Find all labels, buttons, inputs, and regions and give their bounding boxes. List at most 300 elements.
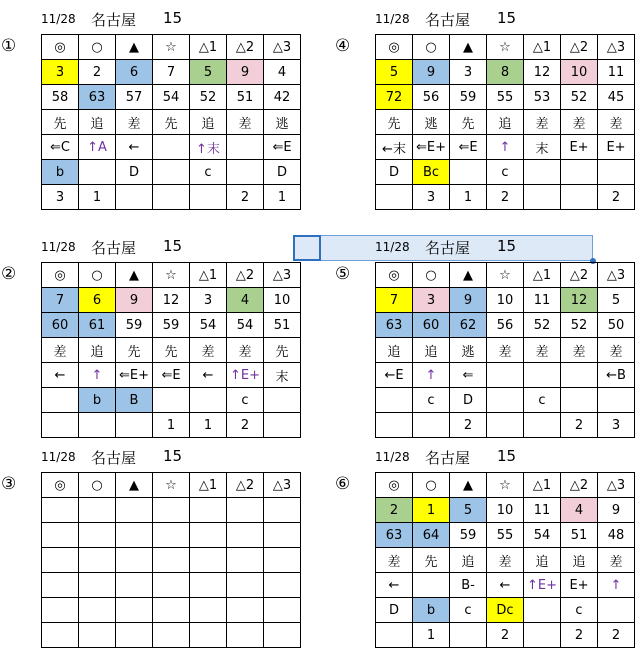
column-header[interactable]: △3 bbox=[264, 263, 301, 288]
grid-cell[interactable]: ⇐C bbox=[42, 135, 79, 160]
grid-cell[interactable]: 52 bbox=[561, 85, 598, 110]
grid-cell[interactable] bbox=[561, 185, 598, 210]
grid-cell[interactable]: B bbox=[116, 388, 153, 413]
grid-cell[interactable] bbox=[598, 160, 635, 185]
grid-cell[interactable]: D bbox=[264, 160, 301, 185]
grid-cell[interactable] bbox=[153, 498, 190, 523]
grid-cell[interactable]: 60 bbox=[413, 313, 450, 338]
grid-cell[interactable] bbox=[227, 573, 264, 598]
column-header[interactable]: △1 bbox=[524, 35, 561, 60]
grid-cell[interactable]: 9 bbox=[598, 498, 635, 523]
grid-cell[interactable]: 3 bbox=[42, 185, 79, 210]
grid-cell[interactable]: 63 bbox=[376, 313, 413, 338]
grid-cell[interactable]: 5 bbox=[190, 60, 227, 85]
grid-cell[interactable]: 72 bbox=[376, 85, 413, 110]
grid-cell[interactable]: 差 bbox=[487, 548, 524, 573]
grid-cell[interactable]: 3 bbox=[42, 60, 79, 85]
grid-cell[interactable]: 追 bbox=[79, 338, 116, 363]
column-header[interactable]: △3 bbox=[598, 473, 635, 498]
grid-cell[interactable]: 差 bbox=[376, 548, 413, 573]
column-header[interactable]: ◎ bbox=[376, 35, 413, 60]
grid-cell[interactable]: D bbox=[116, 160, 153, 185]
grid-cell[interactable]: D bbox=[376, 160, 413, 185]
column-header[interactable]: △1 bbox=[524, 263, 561, 288]
column-header[interactable]: △3 bbox=[598, 263, 635, 288]
grid-cell[interactable]: 差 bbox=[524, 338, 561, 363]
column-header[interactable]: ○ bbox=[413, 35, 450, 60]
grid-cell[interactable] bbox=[227, 135, 264, 160]
grid-cell[interactable]: ⇐E+ bbox=[413, 135, 450, 160]
grid-cell[interactable]: 差 bbox=[190, 338, 227, 363]
column-header[interactable]: ☆ bbox=[487, 473, 524, 498]
grid-cell[interactable]: 7 bbox=[376, 288, 413, 313]
grid-cell[interactable]: 10 bbox=[561, 60, 598, 85]
grid-cell[interactable]: ⇐E bbox=[264, 135, 301, 160]
grid-cell[interactable] bbox=[79, 523, 116, 548]
grid-cell[interactable]: 11 bbox=[524, 498, 561, 523]
grid-cell[interactable]: 追 bbox=[524, 548, 561, 573]
grid-cell[interactable] bbox=[190, 573, 227, 598]
grid-cell[interactable] bbox=[264, 388, 301, 413]
grid-cell[interactable] bbox=[524, 160, 561, 185]
grid-cell[interactable] bbox=[79, 623, 116, 648]
grid-cell[interactable]: 11 bbox=[598, 60, 635, 85]
grid-cell[interactable] bbox=[190, 598, 227, 623]
grid-cell[interactable]: 1 bbox=[413, 623, 450, 648]
column-header[interactable]: ○ bbox=[79, 263, 116, 288]
column-header[interactable]: ◎ bbox=[42, 473, 79, 498]
grid-cell[interactable] bbox=[79, 548, 116, 573]
grid-cell[interactable]: ← bbox=[487, 573, 524, 598]
grid-cell[interactable] bbox=[227, 160, 264, 185]
grid-cell[interactable]: 4 bbox=[264, 60, 301, 85]
grid-cell[interactable]: 2 bbox=[487, 623, 524, 648]
grid-cell[interactable]: 55 bbox=[487, 523, 524, 548]
grid-cell[interactable]: 2 bbox=[79, 60, 116, 85]
grid-cell[interactable]: 8 bbox=[487, 60, 524, 85]
grid-cell[interactable] bbox=[79, 498, 116, 523]
grid-cell[interactable]: 12 bbox=[153, 288, 190, 313]
column-header[interactable]: △1 bbox=[524, 473, 561, 498]
grid-cell[interactable]: ↑A bbox=[79, 135, 116, 160]
grid-cell[interactable] bbox=[264, 598, 301, 623]
grid-cell[interactable]: 51 bbox=[561, 523, 598, 548]
grid-cell[interactable] bbox=[153, 388, 190, 413]
grid-cell[interactable] bbox=[524, 623, 561, 648]
grid-cell[interactable]: 1 bbox=[153, 413, 190, 438]
grid-cell[interactable] bbox=[190, 523, 227, 548]
grid-cell[interactable] bbox=[42, 498, 79, 523]
grid-cell[interactable]: 52 bbox=[190, 85, 227, 110]
grid-cell[interactable]: 52 bbox=[561, 313, 598, 338]
grid-cell[interactable]: 差 bbox=[227, 338, 264, 363]
race-number: 15 bbox=[163, 237, 183, 255]
grid-cell[interactable]: 11 bbox=[524, 288, 561, 313]
grid-cell[interactable] bbox=[561, 388, 598, 413]
grid-cell[interactable] bbox=[487, 363, 524, 388]
grid-cell[interactable] bbox=[190, 185, 227, 210]
grid-cell[interactable]: ⇐ bbox=[450, 363, 487, 388]
column-header[interactable]: △1 bbox=[190, 35, 227, 60]
grid-cell[interactable]: 51 bbox=[264, 313, 301, 338]
column-header[interactable]: ☆ bbox=[153, 473, 190, 498]
column-header[interactable]: △1 bbox=[190, 263, 227, 288]
column-header[interactable]: ☆ bbox=[487, 263, 524, 288]
grid-cell[interactable]: E+ bbox=[561, 135, 598, 160]
grid-cell[interactable]: 末 bbox=[524, 135, 561, 160]
grid-cell[interactable] bbox=[376, 413, 413, 438]
grid-cell[interactable]: ⇐E bbox=[153, 363, 190, 388]
grid-cell[interactable] bbox=[116, 523, 153, 548]
column-header[interactable]: ○ bbox=[413, 473, 450, 498]
grid-cell[interactable]: b bbox=[42, 160, 79, 185]
grid-cell[interactable] bbox=[42, 388, 79, 413]
grid-cell[interactable]: D bbox=[450, 388, 487, 413]
grid-cell[interactable] bbox=[153, 623, 190, 648]
column-header[interactable]: △1 bbox=[190, 473, 227, 498]
grid-cell[interactable]: 逃 bbox=[450, 338, 487, 363]
grid-cell[interactable] bbox=[153, 598, 190, 623]
grid-cell[interactable] bbox=[524, 363, 561, 388]
grid-cell[interactable]: ↑E+ bbox=[524, 573, 561, 598]
grid-cell[interactable]: 59 bbox=[153, 313, 190, 338]
grid-cell[interactable]: 差 bbox=[524, 110, 561, 135]
grid-cell[interactable]: 2 bbox=[450, 413, 487, 438]
grid-cell[interactable] bbox=[413, 573, 450, 598]
grid-cell[interactable]: 60 bbox=[42, 313, 79, 338]
grid-cell[interactable]: 64 bbox=[413, 523, 450, 548]
grid-cell[interactable]: 54 bbox=[524, 523, 561, 548]
grid-cell[interactable]: c bbox=[413, 388, 450, 413]
grid-cell[interactable]: c bbox=[450, 598, 487, 623]
grid-cell[interactable] bbox=[79, 160, 116, 185]
grid-cell[interactable]: 62 bbox=[450, 313, 487, 338]
grid-cell[interactable]: 2 bbox=[598, 623, 635, 648]
grid-cell[interactable]: 51 bbox=[227, 85, 264, 110]
column-header[interactable]: ▲ bbox=[450, 35, 487, 60]
grid-cell[interactable]: 2 bbox=[376, 498, 413, 523]
grid-cell[interactable]: 50 bbox=[598, 313, 635, 338]
grid-cell[interactable] bbox=[116, 548, 153, 573]
grid-cell[interactable]: 3 bbox=[413, 288, 450, 313]
grid-cell[interactable]: 先 bbox=[42, 110, 79, 135]
grid-cell[interactable] bbox=[42, 598, 79, 623]
grid-cell[interactable] bbox=[79, 573, 116, 598]
grid-cell[interactable] bbox=[116, 598, 153, 623]
grid-cell[interactable] bbox=[227, 548, 264, 573]
grid-cell[interactable]: 6 bbox=[79, 288, 116, 313]
grid-cell[interactable]: 10 bbox=[264, 288, 301, 313]
grid-cell[interactable]: 53 bbox=[524, 85, 561, 110]
grid-cell[interactable] bbox=[561, 160, 598, 185]
grid-cell[interactable]: 3 bbox=[450, 60, 487, 85]
grid-cell[interactable]: 12 bbox=[524, 60, 561, 85]
grid-cell[interactable]: 2 bbox=[487, 185, 524, 210]
grid-cell[interactable]: b bbox=[79, 388, 116, 413]
grid-cell[interactable]: 先 bbox=[153, 338, 190, 363]
grid-cell[interactable] bbox=[561, 363, 598, 388]
column-header[interactable]: ◎ bbox=[42, 35, 79, 60]
grid-cell[interactable]: 63 bbox=[376, 523, 413, 548]
grid-cell[interactable]: 差 bbox=[116, 110, 153, 135]
grid-cell[interactable] bbox=[598, 598, 635, 623]
grid-cell[interactable]: 57 bbox=[116, 85, 153, 110]
grid-cell[interactable]: ↑ bbox=[598, 573, 635, 598]
grid-cell[interactable]: ← bbox=[190, 363, 227, 388]
grid-cell[interactable]: 5 bbox=[376, 60, 413, 85]
grid-cell[interactable]: 54 bbox=[227, 313, 264, 338]
grid-cell[interactable] bbox=[153, 573, 190, 598]
grid-cell[interactable]: ⇐E+ bbox=[116, 363, 153, 388]
grid-cell[interactable]: 差 bbox=[561, 338, 598, 363]
column-header[interactable]: ▲ bbox=[450, 263, 487, 288]
grid-cell[interactable] bbox=[487, 413, 524, 438]
grid-cell[interactable]: 追 bbox=[413, 338, 450, 363]
grid-cell[interactable] bbox=[42, 523, 79, 548]
race-venue: 名古屋 bbox=[425, 449, 471, 467]
grid-cell[interactable]: 逃 bbox=[413, 110, 450, 135]
column-header[interactable]: ▲ bbox=[116, 473, 153, 498]
grid-cell[interactable]: c bbox=[524, 388, 561, 413]
grid-cell[interactable]: E+ bbox=[598, 135, 635, 160]
grid-cell[interactable] bbox=[264, 498, 301, 523]
column-header[interactable]: △3 bbox=[264, 35, 301, 60]
column-header[interactable]: ◎ bbox=[376, 263, 413, 288]
grid-cell[interactable] bbox=[190, 498, 227, 523]
grid-cell[interactable]: 3 bbox=[598, 413, 635, 438]
grid-cell[interactable] bbox=[79, 413, 116, 438]
grid-cell[interactable]: 2 bbox=[227, 185, 264, 210]
column-header[interactable]: ☆ bbox=[153, 35, 190, 60]
column-header[interactable]: ▲ bbox=[116, 263, 153, 288]
grid-cell[interactable]: 1 bbox=[79, 185, 116, 210]
grid-cell[interactable] bbox=[227, 623, 264, 648]
column-header[interactable]: △2 bbox=[561, 35, 598, 60]
column-header[interactable]: ▲ bbox=[116, 35, 153, 60]
grid-cell[interactable]: 差 bbox=[42, 338, 79, 363]
grid-cell[interactable] bbox=[42, 413, 79, 438]
grid-cell[interactable] bbox=[42, 548, 79, 573]
grid-cell[interactable] bbox=[487, 388, 524, 413]
grid-cell[interactable]: 1 bbox=[450, 185, 487, 210]
grid-cell[interactable] bbox=[264, 413, 301, 438]
grid-cell[interactable]: 7 bbox=[153, 60, 190, 85]
grid-cell[interactable]: 48 bbox=[598, 523, 635, 548]
grid-cell[interactable]: 追 bbox=[79, 110, 116, 135]
grid-cell[interactable]: ↑ bbox=[79, 363, 116, 388]
grid-cell[interactable]: 追 bbox=[376, 338, 413, 363]
column-header[interactable]: △3 bbox=[264, 473, 301, 498]
grid-cell[interactable] bbox=[227, 498, 264, 523]
grid-cell[interactable] bbox=[116, 498, 153, 523]
grid-cell[interactable]: Dc bbox=[487, 598, 524, 623]
grid-cell[interactable]: Bc bbox=[413, 160, 450, 185]
grid-cell[interactable]: 9 bbox=[227, 60, 264, 85]
grid-cell[interactable]: b bbox=[413, 598, 450, 623]
grid-cell[interactable] bbox=[264, 623, 301, 648]
grid-cell[interactable] bbox=[190, 548, 227, 573]
grid-cell[interactable]: 差 bbox=[487, 338, 524, 363]
grid-cell[interactable] bbox=[153, 548, 190, 573]
grid-cell[interactable]: ←末 bbox=[376, 135, 413, 160]
grid-cell[interactable]: 55 bbox=[487, 85, 524, 110]
grid-cell[interactable]: 6 bbox=[116, 60, 153, 85]
grid-cell[interactable] bbox=[376, 623, 413, 648]
grid-cell[interactable]: 差 bbox=[598, 110, 635, 135]
column-header[interactable]: △2 bbox=[561, 473, 598, 498]
grid-cell[interactable] bbox=[524, 413, 561, 438]
grid-cell[interactable] bbox=[264, 548, 301, 573]
grid-cell[interactable]: 9 bbox=[413, 60, 450, 85]
column-header[interactable]: ☆ bbox=[153, 263, 190, 288]
grid-cell[interactable]: c bbox=[561, 598, 598, 623]
grid-cell[interactable]: 差 bbox=[598, 338, 635, 363]
grid-cell[interactable]: c bbox=[487, 160, 524, 185]
grid-cell[interactable]: 5 bbox=[598, 288, 635, 313]
grid-cell[interactable]: 63 bbox=[79, 85, 116, 110]
grid-cell[interactable]: 5 bbox=[450, 498, 487, 523]
grid-cell[interactable]: 1 bbox=[190, 413, 227, 438]
grid-cell[interactable]: 1 bbox=[413, 498, 450, 523]
grid-cell[interactable]: E+ bbox=[561, 573, 598, 598]
grid-cell[interactable]: 先 bbox=[264, 338, 301, 363]
grid-cell[interactable]: 差 bbox=[598, 548, 635, 573]
grid-cell[interactable]: B- bbox=[450, 573, 487, 598]
grid-cell[interactable]: 12 bbox=[561, 288, 598, 313]
grid-cell[interactable] bbox=[153, 185, 190, 210]
grid-cell[interactable]: 3 bbox=[190, 288, 227, 313]
grid-cell[interactable] bbox=[79, 598, 116, 623]
column-header[interactable]: ○ bbox=[413, 263, 450, 288]
grid-cell[interactable]: 10 bbox=[487, 288, 524, 313]
grid-cell[interactable]: c bbox=[227, 388, 264, 413]
grid-cell[interactable]: 差 bbox=[227, 110, 264, 135]
grid-cell[interactable]: ↑ bbox=[487, 135, 524, 160]
grid-cell[interactable] bbox=[153, 523, 190, 548]
grid-cell[interactable]: 4 bbox=[227, 288, 264, 313]
active-cell[interactable] bbox=[293, 235, 321, 261]
grid-cell[interactable] bbox=[264, 523, 301, 548]
grid-cell[interactable] bbox=[42, 623, 79, 648]
grid-row bbox=[42, 623, 301, 648]
grid-cell[interactable]: 9 bbox=[116, 288, 153, 313]
grid-row bbox=[376, 598, 635, 623]
grid-cell[interactable]: 10 bbox=[487, 498, 524, 523]
column-header[interactable]: △2 bbox=[227, 473, 264, 498]
grid-cell[interactable]: 2 bbox=[561, 413, 598, 438]
grid-cell[interactable]: 2 bbox=[561, 623, 598, 648]
grid-cell[interactable]: ← bbox=[376, 573, 413, 598]
grid-cell[interactable]: 58 bbox=[42, 85, 79, 110]
grid-cell[interactable]: 56 bbox=[413, 85, 450, 110]
grid-cell[interactable] bbox=[376, 185, 413, 210]
grid-cell[interactable]: 59 bbox=[450, 85, 487, 110]
grid-cell[interactable]: 追 bbox=[487, 110, 524, 135]
grid-cell[interactable]: 3 bbox=[413, 185, 450, 210]
column-header[interactable]: △2 bbox=[227, 263, 264, 288]
grid-cell[interactable]: 先 bbox=[153, 110, 190, 135]
grid-cell[interactable]: 2 bbox=[598, 185, 635, 210]
grid-cell[interactable] bbox=[153, 135, 190, 160]
column-header[interactable]: ○ bbox=[79, 35, 116, 60]
grid-cell[interactable]: 先 bbox=[376, 110, 413, 135]
grid-cell[interactable]: 2 bbox=[227, 413, 264, 438]
grid-cell[interactable] bbox=[227, 523, 264, 548]
grid-cell[interactable] bbox=[524, 185, 561, 210]
grid-cell[interactable]: 先 bbox=[413, 548, 450, 573]
race-number: 15 bbox=[497, 447, 517, 465]
grid-cell[interactable] bbox=[190, 623, 227, 648]
grid-cell[interactable] bbox=[153, 160, 190, 185]
column-header[interactable]: △2 bbox=[227, 35, 264, 60]
grid-cell[interactable]: 59 bbox=[450, 523, 487, 548]
grid-cell[interactable]: 先 bbox=[116, 338, 153, 363]
grid-cell[interactable] bbox=[42, 573, 79, 598]
grid-cell[interactable]: 4 bbox=[561, 498, 598, 523]
grid-cell[interactable] bbox=[376, 388, 413, 413]
grid-cell[interactable]: ↑E+ bbox=[227, 363, 264, 388]
grid-cell[interactable]: c bbox=[190, 160, 227, 185]
grid-cell[interactable]: 7 bbox=[42, 288, 79, 313]
grid-cell[interactable]: 逃 bbox=[264, 110, 301, 135]
column-header[interactable]: ☆ bbox=[487, 35, 524, 60]
grid-cell[interactable]: 1 bbox=[264, 185, 301, 210]
grid-cell[interactable]: 差 bbox=[561, 110, 598, 135]
grid-cell[interactable] bbox=[413, 413, 450, 438]
column-header[interactable]: ◎ bbox=[376, 473, 413, 498]
grid-cell[interactable]: 59 bbox=[116, 313, 153, 338]
grid-cell[interactable]: 先 bbox=[450, 110, 487, 135]
grid-cell[interactable]: 9 bbox=[450, 288, 487, 313]
grid-cell[interactable] bbox=[190, 388, 227, 413]
column-header[interactable]: ▲ bbox=[450, 473, 487, 498]
grid-cell[interactable]: 45 bbox=[598, 85, 635, 110]
column-header[interactable]: △3 bbox=[598, 35, 635, 60]
grid-cell[interactable] bbox=[524, 598, 561, 623]
grid-cell[interactable]: 42 bbox=[264, 85, 301, 110]
grid-cell[interactable]: 追 bbox=[190, 110, 227, 135]
grid-cell[interactable]: ←B bbox=[598, 363, 635, 388]
grid-cell[interactable]: 52 bbox=[524, 313, 561, 338]
grid-cell[interactable] bbox=[116, 413, 153, 438]
grid-cell[interactable]: 54 bbox=[153, 85, 190, 110]
grid-cell[interactable]: 末 bbox=[264, 363, 301, 388]
grid-cell[interactable] bbox=[227, 598, 264, 623]
grid-cell[interactable]: 追 bbox=[450, 548, 487, 573]
grid-cell[interactable]: D bbox=[376, 598, 413, 623]
grid-cell[interactable] bbox=[598, 388, 635, 413]
grid-cell[interactable] bbox=[116, 623, 153, 648]
column-header[interactable]: ◎ bbox=[42, 263, 79, 288]
grid-cell[interactable]: ⇐E bbox=[450, 135, 487, 160]
grid-cell[interactable] bbox=[116, 185, 153, 210]
column-header[interactable]: ○ bbox=[79, 473, 116, 498]
column-header[interactable]: △2 bbox=[561, 263, 598, 288]
grid-cell[interactable]: ← bbox=[42, 363, 79, 388]
grid-cell[interactable]: ↑ bbox=[413, 363, 450, 388]
grid-cell[interactable] bbox=[116, 573, 153, 598]
grid-cell[interactable]: ← bbox=[116, 135, 153, 160]
grid-cell[interactable] bbox=[450, 623, 487, 648]
grid-cell[interactable] bbox=[264, 573, 301, 598]
grid-cell[interactable]: 追 bbox=[561, 548, 598, 573]
grid-cell[interactable]: 54 bbox=[190, 313, 227, 338]
grid-cell[interactable]: ←E bbox=[376, 363, 413, 388]
grid-cell[interactable]: 56 bbox=[487, 313, 524, 338]
grid-cell[interactable]: 61 bbox=[79, 313, 116, 338]
grid-cell[interactable] bbox=[450, 160, 487, 185]
grid-cell[interactable]: ↑末 bbox=[190, 135, 227, 160]
